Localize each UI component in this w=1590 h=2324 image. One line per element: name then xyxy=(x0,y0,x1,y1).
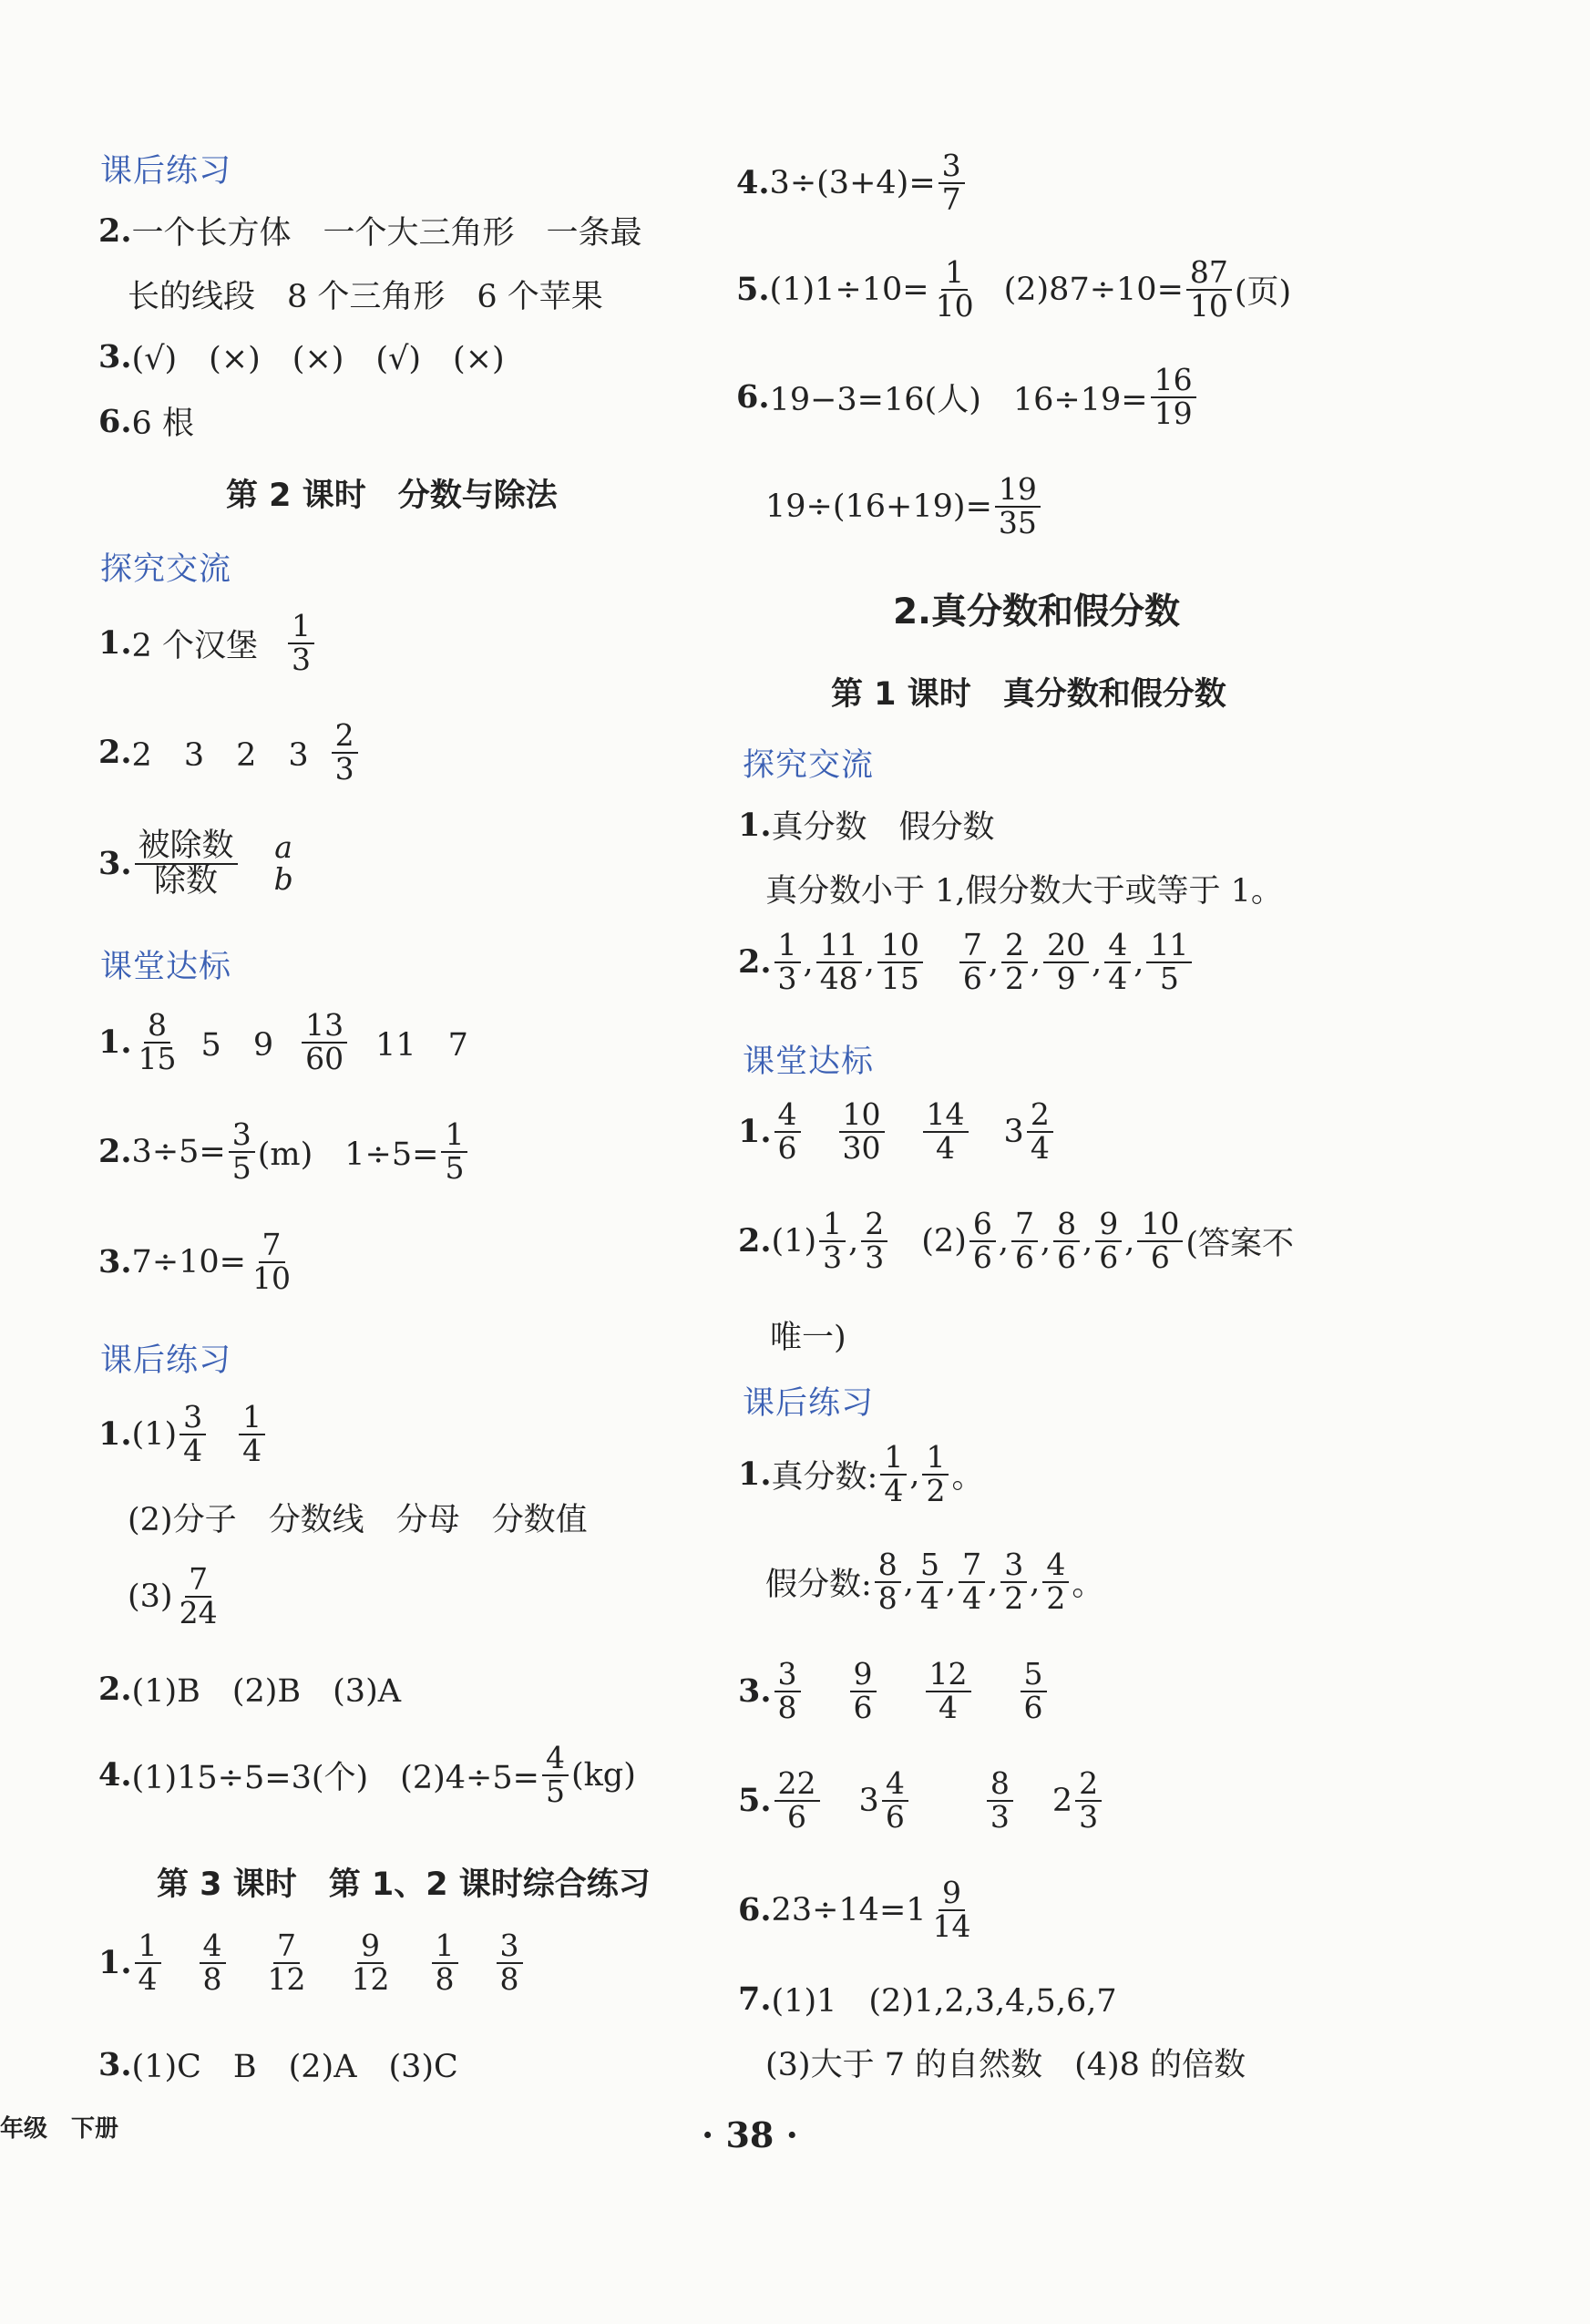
fraction: $\frac{8}{3}$ xyxy=(987,1768,1013,1833)
fraction: $\frac{3}{4}$ xyxy=(180,1402,206,1466)
section-ketang-1: 课堂达标 xyxy=(100,949,232,985)
fraction: $\frac{1}{3}$ xyxy=(288,611,314,675)
answer-line: 2. (1)B (2)B (3)A xyxy=(98,1670,401,1710)
fraction: $\frac{11}{5}$ xyxy=(1146,930,1192,994)
answer-line: 19÷(16+19)= $\frac{19}{35}$ xyxy=(765,474,1043,539)
fraction: $\frac{10}{6}$ xyxy=(1137,1208,1183,1273)
answer-line: (3)大于 7 的自然数 (4)8 的倍数 xyxy=(765,2047,1246,2083)
answer-line: 真分数小于 1,假分数大于或等于 1。 xyxy=(765,873,1283,910)
answer-line: 2. (1) $\frac{1}{3}$ , $\frac{2}{3}$ (2) $\frac{6}{6}$ , $\frac{7}{6}$ , $\frac{8}{6}$ , $\frac{9}{6}$ , $\frac{10}{6}$ (答案不 xyxy=(738,1206,1295,1275)
fraction: $\frac{1}{3}$ xyxy=(774,930,801,994)
fraction: $\frac{1}{3}$ xyxy=(819,1208,846,1273)
fraction: $\frac{1}{2}$ xyxy=(922,1442,949,1506)
fraction: $\frac{10}{15}$ xyxy=(877,930,923,994)
fraction: $\frac{2}{4}$ xyxy=(1027,1099,1053,1164)
fraction: $\frac{8}{6}$ xyxy=(1053,1208,1080,1273)
answer-line: 1. $\frac{1}{4}$ $\frac{4}{8}$ $\frac{7}{12}$ $\frac{9}{12}$ $\frac{1}{8}$ $\frac{3}{8}$ xyxy=(98,1930,526,1995)
fraction: $\frac{1}{4}$ xyxy=(135,1930,161,1995)
answer-line: 1. (1) $\frac{3}{4}$ $\frac{1}{4}$ xyxy=(98,1402,268,1466)
fraction: $\frac{12}{4}$ xyxy=(926,1659,971,1723)
fraction: $\frac{7}{24}$ xyxy=(179,1561,218,1630)
answer-line: 2. $\frac{1}{3}$ , $\frac{11}{48}$ , $\frac{10}{15}$ $\frac{7}{6}$ , $\frac{2}{2}$ , $\frac{20}{9}$ , $\frac{4}{4}$ , $\frac{11}{5}$ xyxy=(738,930,1195,994)
answer-line: 6. 6 根 xyxy=(98,402,194,442)
answer-line: (3) $\frac{7}{24}$ xyxy=(128,1564,224,1629)
lesson-title: 第 1 课时 真分数和假分数 xyxy=(831,676,1226,713)
section-kehou-2: 课后练习 xyxy=(100,1342,232,1379)
fraction: $\frac{4}{6}$ xyxy=(882,1768,908,1833)
answer-line: 2. 3÷5= $\frac{3}{5}$ (m) 1÷5= $\frac{1}{5}$ xyxy=(98,1119,470,1184)
answer-line: 5. $\frac{22}{6}$ 3 $\frac{4}{6}$ $\frac{8}{3}$ 2 $\frac{2}{3}$ xyxy=(738,1768,1104,1833)
section-kehou-1: 课后练习 xyxy=(100,153,232,190)
fraction: $\frac{1}{4}$ xyxy=(239,1402,265,1466)
chapter-title: 2.真分数和假分数 xyxy=(893,591,1180,632)
fraction: $\frac{20}{9}$ xyxy=(1043,930,1089,994)
fraction: $\frac{7}{12}$ xyxy=(267,1928,306,1997)
answer-line: 2. 一个长方体 一个大三角形 一条最 xyxy=(98,211,642,252)
fraction: $\frac{3}{5}$ xyxy=(229,1119,255,1184)
fraction: $\frac{14}{4}$ xyxy=(923,1099,969,1164)
answer-line: 3. $\frac{\text{被除数}}{\text{除数}}$ a b xyxy=(98,829,300,899)
answer-line: 3. 7÷10= $\frac{7}{10}$ xyxy=(98,1229,297,1294)
answer-line: 长的线段 8 个三角形 6 个苹果 xyxy=(128,279,603,315)
answer-line: 3. (√) (×) (×) (√) (×) xyxy=(98,337,505,377)
answer-line: 假分数: $\frac{8}{8}$ , $\frac{5}{4}$ , $\frac{7}{4}$ , $\frac{3}{2}$ , $\frac{4}{2}$ 。 xyxy=(765,1547,1104,1616)
answer-line: 6. 23÷14=1 $\frac{9}{14}$ xyxy=(738,1877,978,1942)
lesson-title: 第 3 课时 第 1、2 课时综合练习 xyxy=(157,1866,651,1903)
section-ketang-2: 课堂达标 xyxy=(743,1044,875,1080)
fraction: a b xyxy=(273,829,293,897)
fraction: $\frac{7}{6}$ xyxy=(1011,1208,1038,1273)
fraction: $\frac{22}{6}$ xyxy=(774,1768,820,1833)
fraction: $\frac{4}{5}$ xyxy=(542,1743,569,1807)
fraction: $\frac{8}{8}$ xyxy=(875,1549,901,1614)
fraction: $\frac{1}{10}$ xyxy=(935,254,974,324)
answer-line: 1. 2 个汉堡 $\frac{1}{3}$ xyxy=(98,611,317,675)
fraction: $\frac{6}{6}$ xyxy=(969,1208,996,1273)
footer-grade: 年级 下册 xyxy=(0,2115,119,2143)
fraction: $\frac{2}{3}$ xyxy=(1075,1768,1102,1833)
fraction: $\frac{7}{4}$ xyxy=(959,1549,985,1614)
fraction: $\frac{9}{14}$ xyxy=(932,1875,971,1944)
answer-line: 3. $\frac{3}{8}$ $\frac{9}{6}$ $\frac{12}{4}$ $\frac{5}{6}$ xyxy=(738,1659,1050,1723)
fraction: $\frac{4}{4}$ xyxy=(1104,930,1131,994)
fraction: $\frac{5}{4}$ xyxy=(917,1549,943,1614)
fraction: $\frac{4}{2}$ xyxy=(1042,1549,1069,1614)
answer-line: (2)分子 分数线 分母 分数值 xyxy=(128,1502,588,1538)
fraction: $\frac{4}{6}$ xyxy=(774,1099,801,1164)
section-tanjiu-1: 探究交流 xyxy=(100,551,232,588)
fraction: $\frac{2}{3}$ xyxy=(332,720,358,785)
lesson-title: 第 2 课时 分数与除法 xyxy=(226,478,558,514)
answer-line: 1. 真分数 假分数 xyxy=(738,806,995,846)
fraction: $\frac{3}{8}$ xyxy=(497,1930,523,1995)
fraction: $\frac{7}{10}$ xyxy=(252,1227,292,1296)
fraction: $\frac{1}{8}$ xyxy=(432,1930,458,1995)
answer-line: 3. (1)C B (2)A (3)C xyxy=(98,2045,458,2085)
answer-line: 2. 2 3 2 3 $\frac{2}{3}$ xyxy=(98,720,361,785)
section-tanjiu-2: 探究交流 xyxy=(743,747,875,784)
answer-line: 1. $\frac{8}{15}$ 5 9 $\frac{13}{60}$ 11 7 xyxy=(98,1007,468,1076)
answer-line: 1. 真分数: $\frac{1}{4}$ , $\frac{1}{2}$ 。 xyxy=(738,1439,984,1508)
fraction: $\frac{9}{6}$ xyxy=(850,1659,877,1723)
page-number: · 38 · xyxy=(702,2114,798,2155)
fraction: $\frac{1}{4}$ xyxy=(880,1442,907,1506)
fraction: $\frac{1}{5}$ xyxy=(441,1119,467,1184)
fraction: $\frac{2}{2}$ xyxy=(1001,930,1028,994)
fraction: $\frac{19}{35}$ xyxy=(995,474,1041,539)
fraction: $\frac{7}{6}$ xyxy=(959,930,986,994)
answer-line: 6. 19−3=16(人) 16÷19= $\frac{16}{19}$ xyxy=(736,365,1199,429)
fraction: $\frac{13}{60}$ xyxy=(302,1010,347,1075)
section-kehou-3: 课后练习 xyxy=(743,1385,875,1422)
answer-line: 唯一) xyxy=(770,1320,846,1356)
fraction: $\frac{3}{8}$ xyxy=(774,1659,801,1723)
answer-line: 5. (1)1÷10= $\frac{1}{10}$ (2)87÷10= $\frac{87}{10}$ (页) xyxy=(736,254,1292,324)
fraction: $\frac{5}{6}$ xyxy=(1021,1659,1047,1723)
fraction: $\frac{16}{19}$ xyxy=(1151,365,1196,429)
fraction: $\frac{3}{2}$ xyxy=(1000,1549,1027,1614)
fraction: $\frac{10}{30}$ xyxy=(839,1099,885,1164)
fraction: $\frac{87}{10}$ xyxy=(1186,257,1232,322)
fraction: $\frac{9}{6}$ xyxy=(1095,1208,1122,1273)
fraction: $\frac{4}{8}$ xyxy=(200,1930,226,1995)
fraction: $\frac{11}{48}$ xyxy=(816,930,862,994)
answer-line: 7. (1)1 (2)1,2,3,4,5,6,7 xyxy=(738,1980,1117,2020)
answer-line: 1. $\frac{4}{6}$ $\frac{10}{30}$ $\frac{14}{4}$ 3 $\frac{2}{4}$ xyxy=(738,1099,1056,1164)
fraction: $\frac{2}{3}$ xyxy=(861,1208,887,1273)
fraction: $\frac{8}{15}$ xyxy=(138,1007,177,1076)
answer-line: 4. (1)15÷5=3(个) (2)4÷5= $\frac{4}{5}$ (kg) xyxy=(98,1740,636,1809)
fraction: $\frac{3}{7}$ xyxy=(939,150,965,215)
answer-line: 4. 3÷(3+4)= $\frac{3}{7}$ xyxy=(736,150,968,215)
fraction: $\frac{9}{12}$ xyxy=(351,1928,390,1997)
fraction: $\frac{\text{被除数}}{\text{除数}}$ xyxy=(135,829,238,899)
